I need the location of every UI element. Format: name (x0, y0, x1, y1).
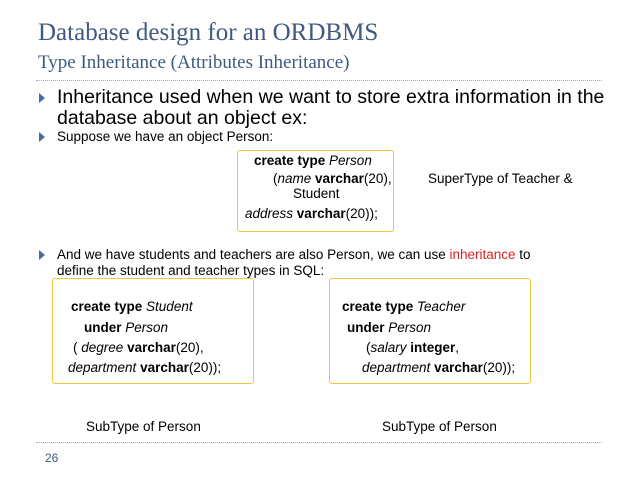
student-line-4: department varchar(20)); (68, 360, 222, 375)
teacher-line-4: department varchar(20)); (362, 360, 516, 375)
page-number: 26 (45, 451, 59, 465)
supertype-note-continued: Student (293, 186, 340, 201)
bullet-person-text: Suppose we have an object Person: (57, 129, 274, 144)
bullet-subtypes-text: And we have students and teachers are also Person, we can use inheritance to (57, 247, 531, 262)
bullet-arrow-icon (39, 93, 45, 103)
teacher-line-2: under Person (347, 320, 432, 335)
student-line-3: ( degree varchar(20), (73, 340, 204, 355)
bullet-inheritance-text: Inheritance used when we want to store extra information in the database about an object ex: (57, 86, 605, 129)
teacher-line-1: create type Teacher (342, 299, 466, 314)
person-line-2: (name varchar(20), (273, 171, 392, 186)
slide-subtitle: Type Inheritance (Attributes Inheritance) (38, 52, 350, 73)
student-line-2: under Person (84, 320, 169, 335)
supertype-note: SuperType of Teacher & (428, 171, 573, 186)
footer-divider (36, 442, 602, 443)
person-line-4: address varchar(20)); (245, 206, 378, 221)
subtype-label-teacher: SubType of Person (382, 419, 497, 434)
subtype-label-student: SubType of Person (86, 419, 201, 434)
student-line-1: create type Student (71, 299, 193, 314)
title-divider (36, 80, 602, 81)
bullet-arrow-icon (39, 250, 45, 260)
teacher-line-3: (salary integer, (366, 340, 460, 355)
bullet-subtypes-text-line2: define the student and teacher types in SQL: (57, 263, 325, 278)
slide-title: Database design for an ORDBMS (38, 19, 379, 46)
bullet-arrow-icon (39, 132, 45, 142)
person-line-1: create type Person (254, 153, 372, 168)
